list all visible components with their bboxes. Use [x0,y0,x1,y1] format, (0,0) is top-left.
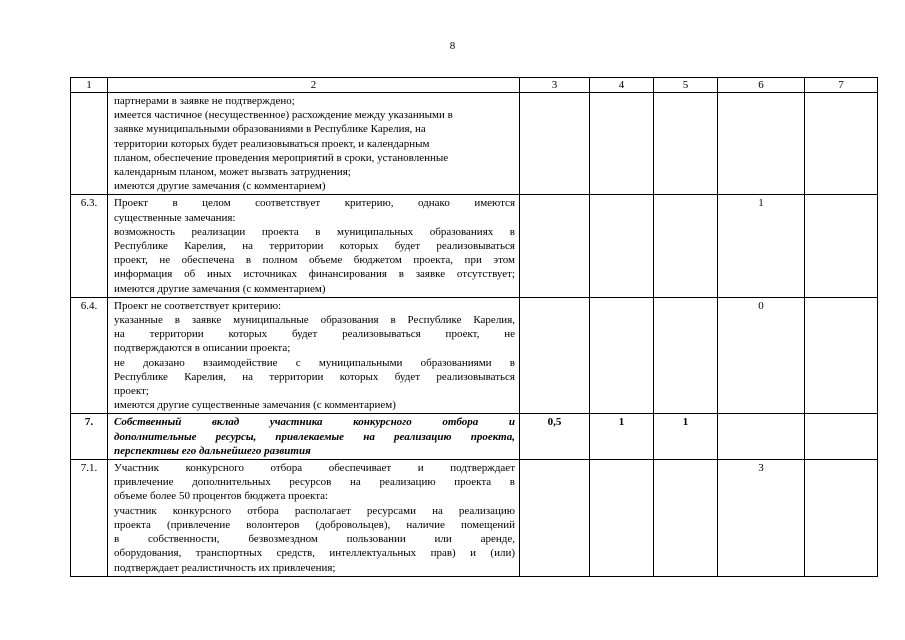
score-cell-col5 [654,460,718,577]
score-cell-col7 [805,460,878,577]
score-cell-col3: 0,5 [520,414,590,460]
header-cell-2: 2 [108,78,520,93]
criterion-text-line: имеются другие существенные замечания (с комментарием) [114,399,396,412]
criterion-text-line: в собственности, безвозмездном пользовании или аренде, [114,533,515,546]
row-number-cell: 6.3. [71,195,108,297]
criterion-text-line: указанные в заявке муниципальные образования в Республике Карелия, [114,314,515,327]
score-cell-col7 [805,93,878,195]
criterion-text-line: на территории которых будет реализовываться проект, не [114,328,515,341]
criterion-text-line: существенные замечания: [114,211,236,224]
score-cell-col4 [590,93,654,195]
criteria-table [70,77,878,577]
criterion-text-line: перспективы его дальнейшего развития [114,444,311,457]
score-cell-col6 [718,414,805,460]
criterion-text-line: планом, обеспечение проведения мероприятий в сроки, установленные [114,151,449,164]
criterion-text-line: оборудования, транспортных средств, интеллектуальных прав) и (или) [114,547,515,560]
score-cell-col3 [520,460,590,577]
criterion-text-line: партнерами в заявке не подтверждено; [114,95,295,107]
score-cell-col3 [520,297,590,414]
score-cell-col4 [590,460,654,577]
row-number-cell [71,93,108,195]
score-cell-col5 [654,93,718,195]
score-cell-col6: 3 [718,460,805,577]
header-cell-4: 4 [590,78,654,93]
score-cell-col6 [718,93,805,195]
criterion-text-line: территории которых будет реализовываться проект, и календарным [114,137,430,150]
score-cell-col7 [805,414,878,460]
criterion-text-line: имеются другие замечания (с комментарием) [114,282,326,295]
score-cell-col6: 0 [718,297,805,414]
header-cell-6: 6 [718,78,805,93]
criterion-text-cell [108,460,520,577]
header-cell-3: 3 [520,78,590,93]
criterion-text-line: имеется частичное (несущественное) расхождение между указанными в [114,109,453,122]
header-cell-1: 1 [71,78,108,93]
criterion-text-line: заявке муниципальными образованиями в Республике Карелия, на [114,123,426,136]
criterion-text-line: подтверждает реалистичность их привлечения; [114,561,336,574]
score-cell-col4 [590,297,654,414]
score-cell-col5 [654,195,718,297]
table-header-row [71,78,878,93]
criterion-text-line: проект; [114,385,149,398]
criterion-text-line: подтверждаются в описании проекта; [114,342,291,355]
criterion-text-line: проект, не обеспечена в полном объеме бюджетом проекта, при этом [114,254,515,267]
table-row [71,297,878,414]
criterion-text-line: не доказано взаимодействие с муниципальными образованиями в [114,356,515,369]
table-row [71,195,878,297]
score-cell-col6: 1 [718,195,805,297]
score-cell-col5: 1 [654,414,718,460]
row-number-cell: 7.1. [71,460,108,577]
criterion-text-line: проекта (привлечение волонтеров (добровольцев), наличие помещений [114,518,515,531]
criterion-text-cell [108,93,520,195]
criterion-text-cell [108,195,520,297]
row-number-cell: 7. [71,414,108,460]
criterion-text-line: Проект не соответствует критерию: [114,299,282,312]
score-cell-col3 [520,93,590,195]
criterion-text-line: Проект в целом соответствует критерию, однако имеются [114,197,515,210]
page-number: 8 [449,40,456,52]
score-cell-col5 [654,297,718,414]
row-number-cell: 6.4. [71,297,108,414]
criterion-text-line: возможность реализации проекта в муниципальных образованиях в [114,225,515,238]
criterion-text-line: дополнительные ресурсы, привлекаемые на реализацию проекта, [114,430,515,443]
criterion-text-line: объеме более 50 процентов бюджета проекта: [114,490,329,503]
criterion-text-line: Республике Карелия, на территории которых будет реализовываться [114,370,515,383]
criterion-text-line: Республике Карелия, на территории которых будет реализовываться [114,240,515,253]
score-cell-col4: 1 [590,414,654,460]
criterion-text-line: имеются другие замечания (с комментарием) [114,180,326,193]
criterion-text-cell [108,297,520,414]
score-cell-col7 [805,297,878,414]
table-row [71,93,878,195]
score-cell-col7 [805,195,878,297]
header-cell-7: 7 [805,78,878,93]
criterion-text-line: Собственный вклад участника конкурсного отбора и [114,416,515,429]
criterion-text-line: календарным планом, может вызвать затруднения; [114,166,351,179]
table-row [71,460,878,577]
criterion-text-line: участник конкурсного отбора располагает ресурсами на реализацию [114,504,515,517]
criterion-text-line: Участник конкурсного отбора обеспечивает и подтверждает [114,462,515,475]
score-cell-col4 [590,195,654,297]
header-cell-5: 5 [654,78,718,93]
score-cell-col3 [520,195,590,297]
criterion-text-cell [108,414,520,460]
table-row [71,414,878,460]
criterion-text-line: информация об иных источниках финансирования в заявке отсутствует; [114,268,515,281]
criterion-text-line: привлечение дополнительных ресурсов на реализацию проекта в [114,476,515,489]
